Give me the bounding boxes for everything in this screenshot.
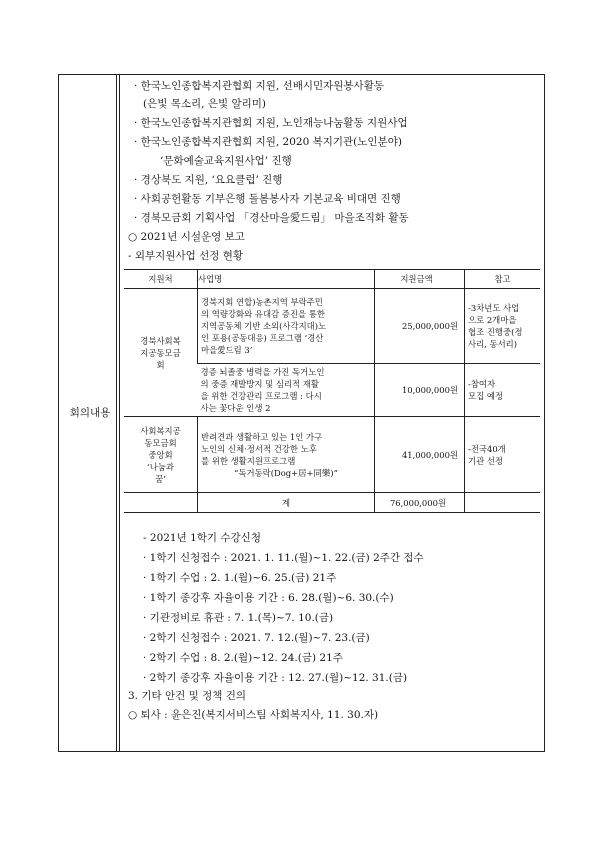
- text-line: · 기관정비로 휴관 : 7. 1.(목)~7. 10.(금): [143, 612, 334, 624]
- text-line: · 경상북도 지원, ‘요요클럽’ 진행: [134, 174, 283, 186]
- total-amount: 76,000,000원: [375, 493, 465, 513]
- text-line: · 2학기 수업 : 8. 2.(월)~12. 24.(금) 21주: [143, 652, 343, 664]
- project-cell: 반려견과 생활하고 있는 1인 가구 노인의 신체·정서적 건강한 노후 를 위한 생활지원프로그램 “독거동락(Dog+居+同樂)”: [198, 417, 375, 493]
- text-line: · 한국노인종합복지관협회 지원, 선배시민자원봉사활동: [134, 80, 384, 92]
- org-cell: 경북사회복 지공동모금 회: [124, 289, 198, 417]
- note-cell: -3차년도 사업 으로 2개마을 협조 진행중(정 사리, 동서리): [465, 289, 541, 364]
- text-line: · 1학기 신청접수 : 2021. 1. 11.(월)~1. 22.(금) 2주간 접수: [143, 552, 424, 564]
- text-line: ‘문화예술교육지원사업’ 진행: [160, 155, 292, 167]
- text-line: · 사회공헌활동 기부은행 돌봄봉사자 기본교육 비대면 진행: [134, 193, 401, 205]
- project-cell: 경증 뇌졸중 병력을 가진 독거노인 의 중증 재발방지 및 심리적 재활 을 위한 건강관리 프로그램 : 다시 사는 꽃다운 인생 2: [198, 364, 375, 417]
- table-row: [124, 417, 540, 493]
- text-line: · 2학기 종강후 자율이용 기간 : 12. 27.(월)~12. 31.(금): [143, 672, 408, 684]
- text-line: - 2021년 1학기 수강신청: [143, 532, 261, 544]
- text-line: ○ 퇴사 : 윤은진(복지서비스팀 사회복지사, 11. 30.자): [128, 709, 379, 721]
- text-line: · 경북모금회 기획사업 「경산마을愛드림」 마을조직화 활동: [134, 212, 409, 224]
- text-line: · 1학기 종강후 자율이용 기간 : 6. 28.(월)~6. 30.(수): [143, 592, 394, 604]
- amount-cell: 10,000,000원: [375, 364, 465, 417]
- org-cell: [124, 493, 198, 513]
- text-line: · 2학기 신청접수 : 2021. 7. 12.(월)~7. 23.(금): [143, 632, 370, 644]
- column-header: 지원금액: [375, 270, 465, 289]
- project-cell: 경북지회 연합)농촌지역 부락주민 의 역량강화와 유대감 증진을 통한 지역공동체 기반 소외(사각지대)노 인 포용(공동대응) 프로그램 ‘경산 마을愛드림 3’: [198, 289, 375, 364]
- note-cell: -참여자 모집 예정: [465, 364, 541, 417]
- grant-table: [124, 269, 540, 513]
- column-header: 참고: [465, 270, 541, 289]
- text-line: · 한국노인종합복지관협회 지원, 2020 복지기관(노인분야): [134, 136, 402, 148]
- table-header-row: [124, 270, 540, 289]
- text-line: · 1학기 수업 : 2. 1.(월)~6. 25.(금) 21주: [143, 572, 337, 584]
- column-header: 지원처: [124, 270, 198, 289]
- table-row: [124, 289, 540, 364]
- section-heading: ○ 2021년 시설운영 보고: [128, 231, 245, 243]
- total-label: 계: [198, 493, 375, 513]
- text-line: · 한국노인종합복지관협회 지원, 노인재능나눔활동 지원사업: [134, 117, 408, 129]
- org-cell: 사회복지공 동모금회 중앙회 ‘나눔과 꿈’: [124, 417, 198, 493]
- side-label: 회의내용: [69, 407, 111, 419]
- amount-cell: 25,000,000원: [375, 289, 465, 364]
- note-cell: -전국40개 기관 선정: [465, 417, 541, 493]
- text-line: (은빛 목소리, 은빛 알리미): [143, 98, 266, 110]
- amount-cell: 41,000,000원: [375, 417, 465, 493]
- total-row: [124, 493, 540, 513]
- text-line: - 외부지원사업 선정 현황: [128, 250, 243, 262]
- note-cell: [465, 493, 541, 513]
- column-header: 사업명: [198, 270, 375, 289]
- section-heading: 3. 기타 안건 및 정책 건의: [128, 690, 246, 702]
